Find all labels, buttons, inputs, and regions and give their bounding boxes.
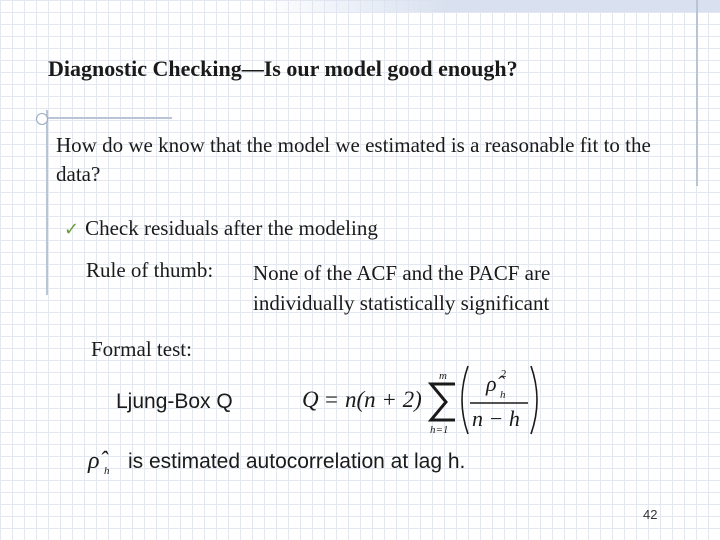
slide-title: Diagnostic Checking—Is our model good enough?	[48, 56, 518, 81]
checkmark-icon: ✓	[64, 219, 80, 240]
left-paren-icon	[462, 366, 468, 434]
formula-numerator-subscript: h	[500, 389, 506, 401]
sigma-icon	[431, 384, 455, 420]
formula-coefficient: n(n + 2)	[345, 387, 422, 412]
rho-hat-symbol	[86, 442, 120, 478]
question-text: How do we know that the model we estimated is a reasonable fit to the data?	[56, 133, 651, 186]
page-number: 42	[643, 507, 658, 522]
formula-sum-lower: h=1	[430, 424, 449, 436]
rho-description: is estimated autocorrelation at lag h.	[128, 450, 466, 473]
ljung-box-label: Ljung-Box Q	[116, 390, 233, 413]
rule-of-thumb-text: None of the ACF and the PACF are individually statistically significant	[253, 261, 551, 315]
rho-hat-glyph: ρ̂	[88, 448, 100, 474]
decorative-left-rule	[46, 110, 48, 295]
decorative-circle-icon	[36, 113, 48, 125]
check-item-text: Check residuals after the modeling	[85, 216, 378, 240]
formula-denominator: n − h	[472, 406, 520, 431]
right-paren-icon	[531, 366, 537, 434]
ljung-box-formula	[300, 360, 545, 442]
check-item	[64, 216, 378, 241]
formula-numerator: ρ̂	[486, 371, 497, 396]
formula-lhs: Q	[302, 387, 319, 412]
decorative-right-rule	[696, 0, 698, 186]
rule-of-thumb-label: Rule of thumb:	[86, 258, 214, 282]
formula-equals: =	[325, 387, 338, 412]
formula-numerator-superscript: 2	[501, 368, 507, 380]
formal-test-label: Formal test:	[91, 337, 192, 361]
decorative-top-band	[260, 0, 720, 12]
rho-subscript: h	[104, 465, 110, 477]
decorative-horizontal-rule	[36, 117, 172, 119]
formula-sum-upper: m	[439, 370, 447, 382]
